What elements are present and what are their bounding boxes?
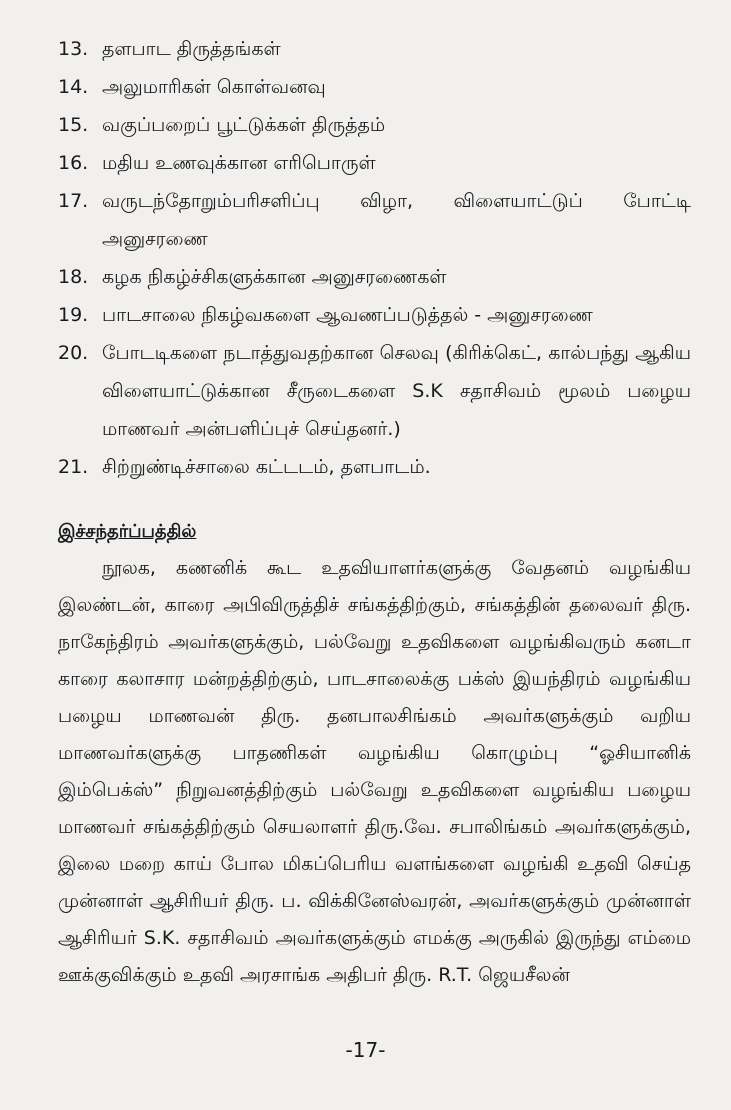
list-item-number: 20. bbox=[58, 342, 89, 364]
list-item-text: தளபாட திருத்தங்கள் bbox=[102, 38, 281, 60]
list-item-text: போடடிகளை நடாத்துவதற்கான செலவு (கிரிக்கெட், கால்பந்து ஆகிய விளையாட்டுக்கான சீருடைகளை S.K சதாசிவம் மூலம் பழைய மாணவர் அன்பளிப்புச் செய்தனர்.) bbox=[102, 342, 691, 440]
numbered-list bbox=[58, 30, 691, 486]
page-number: -17- bbox=[345, 1038, 386, 1062]
list-item bbox=[58, 182, 691, 258]
list-item-text: வகுப்பறைப் பூட்டுக்கள் திருத்தம் bbox=[102, 114, 386, 136]
list-item-number: 19. bbox=[58, 304, 89, 326]
list-item-text: வருடந்தோறும்பரிசளிப்பு விழா, விளையாட்டுப் போட்டி அனுசரணை bbox=[102, 190, 691, 250]
body-paragraph: நூலக, கணனிக் கூட உதவியாளர்களுக்கு வேதனம் வழங்கிய இலண்டன், காரை அபிவிருத்திச் சங்கத்திற்கும், சங்கத்தின் தலைவர் திரு. நாகேந்திரம் அவர்களுக்கும், பல்வேறு உதவிகளை வழங்கிவரும் கனடா காரை கலாசார மன்றத்திற்கும், பாடசாலைக்கு பக்ஸ் இயந்திரம் வழங்கிய பழைய மாணவன் திரு. தனபாலசிங்கம் அவர்களுக்கும் வறிய மாணவர்களுக்கு பாதணிகள் வழங்கிய கொழும்பு “ஓசியானிக் இம்பெக்ஸ்” நிறுவனத்திற்கும் பல்வேறு உதவிகளை வழங்கிய பழைய மாணவர் சங்கத்திற்கும் செயலாளர் திரு.வே. சபாலிங்கம் அவர்களுக்கும், இலை மறை காய் போல மிகப்பெரிய வளங்களை வழங்கி உதவி செய்த முன்னாள் ஆசிரியர் திரு. ப. விக்கினேஸ்வரன், அவர்களுக்கும் முன்னாள் ஆசிரியர் S.K. சதாசிவம் அவர்களுக்கும் எமக்கு அருகில் இருந்து எம்மை ஊக்குவிக்கும் உதவி அரசாங்க அதிபர் திரு. R.T. ஜெயசீலன் bbox=[58, 557, 691, 986]
list-item-text: பாடசாலை நிகழ்வகளை ஆவணப்படுத்தல் - அனுசரணை bbox=[102, 304, 593, 326]
list-item bbox=[58, 296, 691, 334]
list-item bbox=[58, 106, 691, 144]
list-item-text: சிற்றுண்டிச்சாலை கட்டடம், தளபாடம். bbox=[102, 456, 431, 478]
list-item bbox=[58, 144, 691, 182]
section-heading: இச்சந்தர்ப்பத்தில் bbox=[58, 521, 197, 542]
list-item-number: 21. bbox=[58, 456, 89, 478]
list-item-number: 16. bbox=[58, 152, 89, 174]
list-item-number: 18. bbox=[58, 266, 89, 288]
list-item-number: 13. bbox=[58, 38, 89, 60]
list-item-number: 17. bbox=[58, 190, 89, 212]
list-item bbox=[58, 30, 691, 68]
list-item-number: 15. bbox=[58, 114, 89, 136]
list-item-number: 14. bbox=[58, 76, 89, 98]
list-item bbox=[58, 68, 691, 106]
list-item-text: அலுமாரிகள் கொள்வனவு bbox=[102, 76, 326, 98]
list-item-text: மதிய உணவுக்கான எரிபொருள் bbox=[102, 152, 376, 174]
list-item bbox=[58, 258, 691, 296]
list-item bbox=[58, 334, 691, 448]
list-item-text: கழக நிகழ்ச்சிகளுக்கான அனுசரணைகள் bbox=[102, 266, 447, 288]
list-item bbox=[58, 448, 691, 486]
